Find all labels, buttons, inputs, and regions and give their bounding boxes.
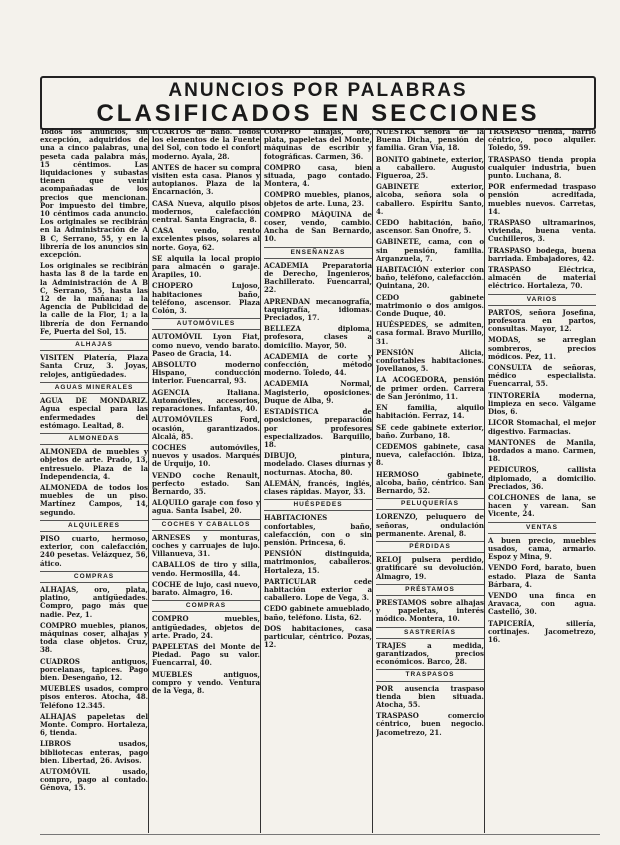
classified-ad: CASA Nueva, alquilo pisos modernos, calefacción central. Santa Engracia, 8.: [152, 198, 260, 225]
classified-ad: TRASPASO ultramarinos, vivienda, buena venta. Cuchilleros, 3.: [488, 218, 596, 244]
classified-ad: ACADEMIA de corte y confección, método moderno. Toledo, 44.: [264, 351, 372, 378]
classified-ad: AUTOMÓVIL usado, compro, pago al contado. Génova, 15.: [40, 767, 148, 793]
section-heading: VENTAS: [488, 522, 596, 534]
section-heading: PELUQUERÍAS: [376, 498, 484, 510]
section-heading: AUTOMÓVILES: [152, 318, 260, 330]
section-heading: COCHES Y CABALLOS: [152, 519, 260, 531]
column-2: [152, 128, 261, 833]
classified-ad: TRASPASO tienda, barrio céntrico, poco alquiler. Toledo, 59.: [488, 128, 596, 153]
classified-ad: COMPRO alhajas, oro, plata, papeletas del Monte, máquinas de escribir y fotográficas. Carmen, 36.: [264, 128, 372, 161]
section-heading: ENSEÑANZAS: [264, 247, 372, 259]
classified-ad: PAPELETAS del Monte de Piedad. Pago su valor. Fuencarral, 40.: [152, 641, 260, 668]
classified-ad: PENSIÓN Alicia, confortables habitaciones. Jovellanos, 5.: [376, 347, 484, 374]
classified-ad: TAPICERÍA, sillería, cortinajes. Jacometrezo, 16.: [488, 618, 596, 644]
banner-title-line2: CLASIFICADOS EN SECCIONES: [96, 100, 540, 127]
classified-ad: LORENZO, peluquero de señoras, ondulación permanente. Arenal, 8.: [376, 512, 484, 538]
classified-ad: COCHE de lujo, casi nuevo, barato. Almagro, 16.: [152, 579, 260, 597]
bottom-rule: [40, 834, 600, 835]
classified-ad: COMPRO casa, bien situada, pago contado. Montera, 4.: [264, 162, 372, 189]
classified-ad: A buen precio, muebles usados, cama, armario. Espoz y Mina, 9.: [488, 535, 596, 562]
classified-ad: SE cede gabinete exterior, baño. Zurbano, 18.: [376, 422, 484, 440]
section-heading: COMPRAS: [40, 571, 148, 583]
classified-ad: COMPRO muebles, pianos, objetos de arte. Luna, 23.: [264, 190, 372, 208]
classified-ad: MUEBLES usados, compro pisos enteros. Atocha, 48. Teléfono 12.345.: [40, 684, 148, 710]
column-3: [264, 128, 373, 833]
classified-ad: CHOPERO Lujoso, habitaciones baño, teléfono, ascensor. Plaza Colón, 3.: [152, 281, 260, 316]
classified-ad: CUARTOS de baño. Todos los elementos de la Fuente del Sol, con todo el confort moderno. Ayala, 28.: [152, 128, 260, 161]
section-heading: ALMONEDAS: [40, 433, 148, 445]
classified-ad: ACADEMIA Normal, Magisterio, oposiciones. Duque de Alba, 9.: [264, 379, 372, 405]
classified-ad: ESTADÍSTICA de oposiciones, preparación por profesores especializados. Barquillo, 18.: [264, 407, 372, 449]
section-heading: COMPRAS: [152, 600, 260, 612]
classified-ad: ARNESES y monturas, coches y carruajes de lujo. Villanueva, 31.: [152, 532, 260, 559]
classified-ad: COMPRO muebles, pianos, máquinas coser, alhajas y toda clase objetos. Cruz, 38.: [40, 620, 148, 655]
classified-ad: DIBUJO, pintura, modelado. Clases diurnas y nocturnas. Atocha, 80.: [264, 451, 372, 477]
classified-ad: COMPRO muebles, antigüedades, objetos de arte. Prado, 24.: [152, 614, 260, 640]
classified-ad: CEDO habitación, baño, ascensor. San Onofre, 5.: [376, 218, 484, 236]
classified-ad: DOS habitaciones, casa particular, céntrico. Pozas, 12.: [264, 623, 372, 650]
classified-ad: ALHAJAS, oro, plata, platino, antigüedades. Compro, pago más que nadie. Pez, 1.: [40, 584, 148, 619]
classified-ad: LICOR Stomachal, el mejor digestivo. Farmacias.: [488, 418, 596, 436]
classified-ad: CUADROS antiguos, porcelanas, tapices. Pago bien. Desengaño, 12.: [40, 656, 148, 682]
classified-ad: AUTOMÓVIL Lyon Fiat, como nuevo, vendo barato. Paseo de Gracia, 14.: [152, 332, 260, 358]
classified-ad: TINTORERÍA moderna, limpieza en seco. Válgame Dios, 6.: [488, 390, 596, 417]
classified-ad: BONITO gabinete, exterior, a caballero. Augusto Figueroa, 25.: [376, 154, 484, 181]
section-heading: VARIOS: [488, 294, 596, 306]
classified-ad: ALEMÁN, francés, inglés, clases rápidas. Mayor, 33.: [264, 478, 372, 496]
classified-ad: CEDO gabinete amueblado, baño, teléfono. Lista, 62.: [264, 604, 372, 622]
classified-ad: LIBROS usados, bibliotecas enteras, pago bien. Libertad, 26. Avisos.: [40, 739, 148, 765]
classified-ad: ANTES de hacer su compra visiten esta casa. Pianos y autopianos. Plaza de la Encarnación, 3.: [152, 162, 260, 197]
classified-ad: APRENDAN mecanografía, taquigrafía, idiomas. Preciados, 17.: [264, 296, 372, 323]
classified-ad: NUESTRA señora de la Buena Dicha, pensión de familia. Gran Vía, 18.: [376, 128, 484, 153]
classified-ad: COMPRO MÁQUINA de coser, vendo, cambio. Ancha de San Bernardo, 10.: [264, 209, 372, 244]
classified-ad: MODAS, se arreglan sombreros, precios módicos. Pez, 11.: [488, 335, 596, 361]
classified-ad: COLCHONES de lana, se hacen y varean. San Vicente, 24.: [488, 492, 596, 519]
classified-ad: GABINETE, cama, con o sin pensión, familia. Arganzuela, 7.: [376, 237, 484, 263]
classified-ad: Todos los anuncios, sin excepción, adquiridos de una a cinco palabras, una peseta cada palabra más, 15 céntimos. Las liquidaciones y subastas tienen que venir acompañadas de los precios que mencionan. Por impuesto del timbre, 10 céntimos cada anuncio. Los originales se recibirán en la Administración de A B C, Serrano, 55, y en la librería de los anuncios sin excepción.: [40, 128, 148, 260]
classified-ad: MANTONES de Manila, bordados a mano. Carmen, 18.: [488, 437, 596, 464]
classified-ad: ACADEMIA Preparatoria de Derecho, Ingenieros, Bachillerato. Fuencarral, 22.: [264, 260, 372, 295]
classified-ad: HERMOSO gabinete, alcoba, baño, céntrico. San Bernardo, 52.: [376, 469, 484, 495]
classified-ad: HABITACIÓN exterior con baño, teléfono, calefacción. Quintana, 20.: [376, 265, 485, 291]
classified-ad: PEDICUROS, callista diplomado, a domicilio. Preciados, 36.: [488, 465, 596, 491]
classified-ad: AGUA DE MONDARIZ. Agua especial para las enfermedades del estómago. Lealtad, 8.: [40, 396, 148, 430]
classified-ad: CASA vendo, rento excelentes pisos, solares al norte. Goya, 62.: [152, 226, 260, 252]
classified-ad: PENSIÓN distinguida, matrimonios, caballeros. Hortaleza, 15.: [264, 549, 372, 575]
classified-ad: GABINETE exterior, alcoba, señora sola o caballero. Espíritu Santo, 4.: [376, 182, 484, 216]
classified-ad: ALHAJAS papeletas del Monte. Compro. Hortaleza, 6, tienda.: [40, 711, 148, 738]
section-heading: SASTRERÍAS: [376, 627, 484, 639]
classified-ad: POR enfermedad traspaso pensión acreditada, muebles nuevos. Carretas, 14.: [488, 182, 596, 216]
section-heading: ALHAJAS: [40, 339, 148, 351]
classified-ad: HABITACIONES confortables, baño, calefacción, con o sin pensión. Princesa, 6.: [264, 513, 372, 547]
column-4: [376, 128, 485, 833]
classified-ad: TRAJES a medida, garantizados, precios económicos. Barco, 28.: [376, 640, 484, 667]
column-1: [40, 128, 149, 833]
classified-ad: MUEBLES antiguos, compro y vendo. Ventura de la Vega, 8.: [152, 669, 260, 695]
section-heading: AGUAS MINERALES: [40, 382, 148, 394]
classified-ad: AUTOMÓVILES Ford, ocasión, garantizados. Alcalá, 85.: [152, 415, 260, 441]
classified-ad: VENDO coche Renault, perfecto estado. San Bernardo, 35.: [152, 470, 260, 496]
classified-ad: CABALLOS de tiro y silla, vendo. Hermosilla, 44.: [152, 560, 260, 578]
classified-ad: PISO cuarto, hermoso, exterior, con calefacción, 240 pesetas. Velázquez, 56, ático.: [40, 533, 148, 568]
classified-ad: BELLEZA diploma, profesora, clases a domicilio. Mayor, 50.: [264, 324, 372, 350]
classified-ad: COCHES automóviles, nuevos y usados. Marqués de Urquijo, 10.: [152, 442, 260, 469]
classified-ad: POR ausencia traspaso tienda bien situada. Atocha, 55.: [376, 683, 484, 709]
classified-ad: PARTOS, señora Josefina, profesora en partos, consultas. Mayor, 12.: [488, 307, 596, 334]
classified-ad: TRASPASO Eléctrica, almacén de material eléctrico. Hortaleza, 70.: [488, 265, 596, 291]
section-heading: ALQUILERES: [40, 520, 148, 532]
classified-ad: EN familia, alquilo habitación. Ferraz, 14.: [376, 403, 484, 421]
classified-ad: Los originales se recibirán hasta las 8 de la tarde en la Administración de A B C, Serrano, 55, hasta las 12 de la mañana; a la Agencia de Publicidad de la calle de la Flor, 1; a la librería de don Fernando Fe, Puerta del Sol, 15.: [40, 261, 148, 336]
section-heading: HUÉSPEDES: [264, 499, 372, 511]
classified-ad: TRASPASO bodega, buena barriada. Embajadores, 42.: [488, 245, 596, 263]
classified-ad: SE alquila la local propio para almacén o garaje. Arapiles, 10.: [152, 253, 260, 280]
section-banner: [40, 76, 596, 130]
classified-ad: ALMONEDA de muebles y objetos de arte. Prado, 13, entresuelo. Plaza de la Independencia, 4.: [40, 447, 148, 481]
classified-ad: TRASPASO tienda propia cualquier industria, buen punto. Luchana, 8.: [488, 154, 596, 181]
classified-ad: PRESTAMOS sobre alhajas y papeletas, interés módico. Montera, 10.: [376, 597, 484, 624]
classified-ad: ALMONEDA de todos los muebles de un piso. Martínez Campos, 14, segundo.: [40, 482, 148, 517]
section-heading: PRÉSTAMOS: [376, 584, 484, 596]
column-5: [488, 128, 596, 833]
classified-ad: PARTICULAR cede habitación exterior a caballero. Lope de Vega, 3.: [264, 576, 372, 603]
section-heading: PÉRDIDAS: [376, 541, 484, 553]
classified-ad: LA ACOGEDORA, pensión de primer orden. Carrera de San Jerónimo, 11.: [376, 375, 484, 401]
classified-ad: TRASPASO comercio céntrico, buen negocio. Jacometrezo, 21.: [376, 711, 484, 737]
banner-title-line1: ANUNCIOS POR PALABRAS: [168, 80, 468, 101]
classified-ad: CONSULTA de señoras, médico especialista. Fuencarral, 55.: [488, 363, 596, 389]
section-heading: TRASPASOS: [376, 669, 484, 681]
classified-ad: VISITEN Platería, Plaza Santa Cruz, 3. Joyas, relojes, antigüedades.: [40, 353, 148, 379]
classified-ad: AGENCIA Italiana. Automóviles, accesorios, reparaciones. Infantas, 40.: [152, 387, 260, 414]
classified-ad: VENDO una finca en Aravaca, con agua. Castelló, 30.: [488, 590, 596, 617]
classified-ad: ALQUILO garaje con foso y agua. Santa Isabel, 20.: [152, 498, 260, 516]
classified-ad: CEDO gabinete matrimonio o dos amigos. Conde Duque, 40.: [376, 292, 484, 319]
classified-ad: VENDO Ford, barato, buen estado. Plaza de Santa Bárbara, 4.: [488, 563, 596, 589]
classified-columns: [40, 128, 600, 833]
classified-ad: HUÉSPEDES, se admiten, casa formal. Bravo Murillo, 31.: [376, 320, 484, 346]
classified-ad: ABSOLUTO moderno Hispano, conducción interior. Fuencarral, 93.: [152, 360, 260, 386]
classified-ad: CEDEMOS gabinete, casa nueva, calefacción. Ibiza, 8.: [376, 441, 484, 468]
classified-ad: RELOJ pulsera perdido, gratificaré su devolución. Almagro, 19.: [376, 555, 484, 581]
